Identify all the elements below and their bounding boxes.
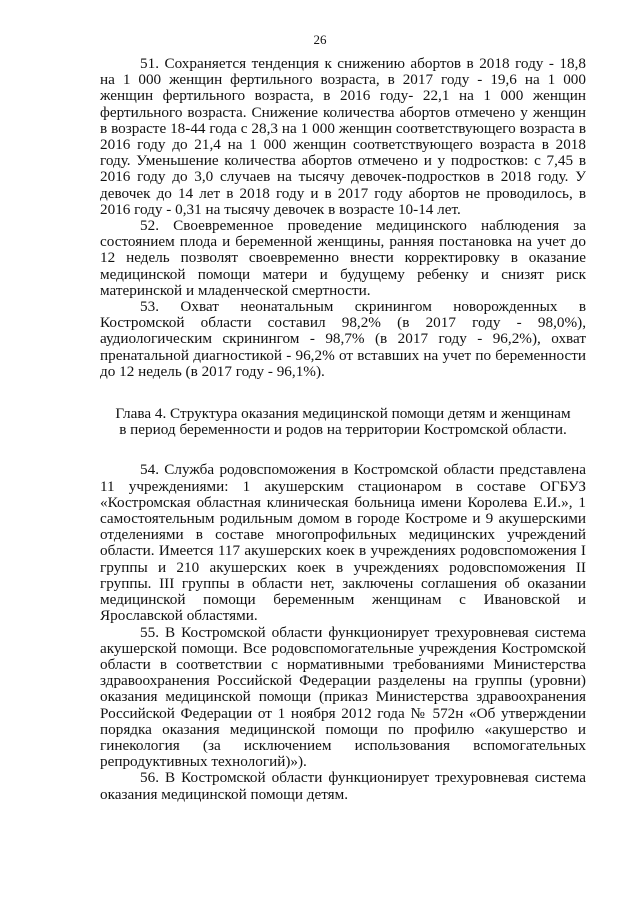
page-number: 26 bbox=[313, 32, 327, 47]
chapter-heading-line-1: Глава 4. Структура оказания медицинской помощи детям и женщинам bbox=[115, 405, 571, 423]
paragraph-54: 54. Служба родовспоможения в Костромской области представлена 11 учреждениями: 1 акушерским стационаром в составе ОГБУЗ «Костромская областная клиническая больница имени Королева Е.И.», 1 самостоятельным родильным домом в городе Костроме и 9 акушерскими отделениями в составе многопрофильных медицинских учреждений области. Имеется 117 акушерских коек в учреждениях родовспоможения I группы и 210 акушерских коек в учреждениях родовспоможения II группы. III группы в области нет, заключены соглашения об оказании медицинской помощи беременным женщинам с Ивановской и Ярославской областями. bbox=[100, 461, 586, 625]
paragraph-52: 52. Своевременное проведение медицинского наблюдения за состоянием плода и беременной женщины, ранняя постановка на учет до 12 недель позволят своевременно внести корректировку в оказание медицинской помощи матери и будущему ребенку и снизят риск материнской и младенческой смертности. bbox=[100, 217, 586, 299]
chapter-heading bbox=[100, 406, 586, 438]
chapter-heading-line-2: в период беременности и родов на территории Костромской области. bbox=[119, 421, 567, 439]
document-body bbox=[100, 56, 586, 803]
paragraph-51: 51. Сохраняется тенденция к снижению абортов в 2018 году - 18,8 на 1 000 женщин фертильного возраста, в 2017 году - 19,6 на 1 000 женщин фертильного возраста, в 2016 году- 22,1 на 1 000 женщин фертильного возраста. Снижение количества абортов отмечено у женщин в возрасте 18-44 года с 28,3 на 1 000 женщин соответствующего возраста в 2016 году до 21,4 на 1 000 женщин соответствующего возраста в 2018 году. Уменьшение количества абортов отмечено и у подростков: с 7,45 в 2016 году до 3,0 случаев на тысячу девочек-подростков в 2018 году. У девочек до 14 лет в 2018 году и в 2017 году абортов не проводилось, в 2016 году - 0,31 на тысячу девочек в возрасте 10-14 лет. bbox=[100, 55, 586, 218]
paragraph-53: 53. Охват неонатальным скринингом новорожденных в Костромской области составил 98,2% (в 2017 году - 98,0%), аудиологическим скринингом - 98,7% (в 2017 году - 96,2%), охват пренатальной диагностикой - 96,2% от вставших на учет по беременности до 12 недель (в 2017 году - 96,1%). bbox=[100, 298, 586, 380]
paragraph-55: 55. В Костромской области функционирует трехуровневая система акушерской помощи. Все родовспомогательные учреждения Костромской области в соответствии с нормативными требованиями Министерства здравоохранения Российской Федерации разделены на группы (уровни) оказания медицинской помощи (приказ Министерства здравоохранения Российской Федерации от 1 ноября 2012 года № 572н «Об утверждении порядка оказания медицинской помощи по профилю «акушерство и гинекология (за исключением использования вспомогательных репродуктивных технологий)»). bbox=[100, 623, 586, 771]
paragraph-56: 56. В Костромской области функционирует трехуровневая система оказания медицинской помощи детям. bbox=[100, 769, 586, 803]
